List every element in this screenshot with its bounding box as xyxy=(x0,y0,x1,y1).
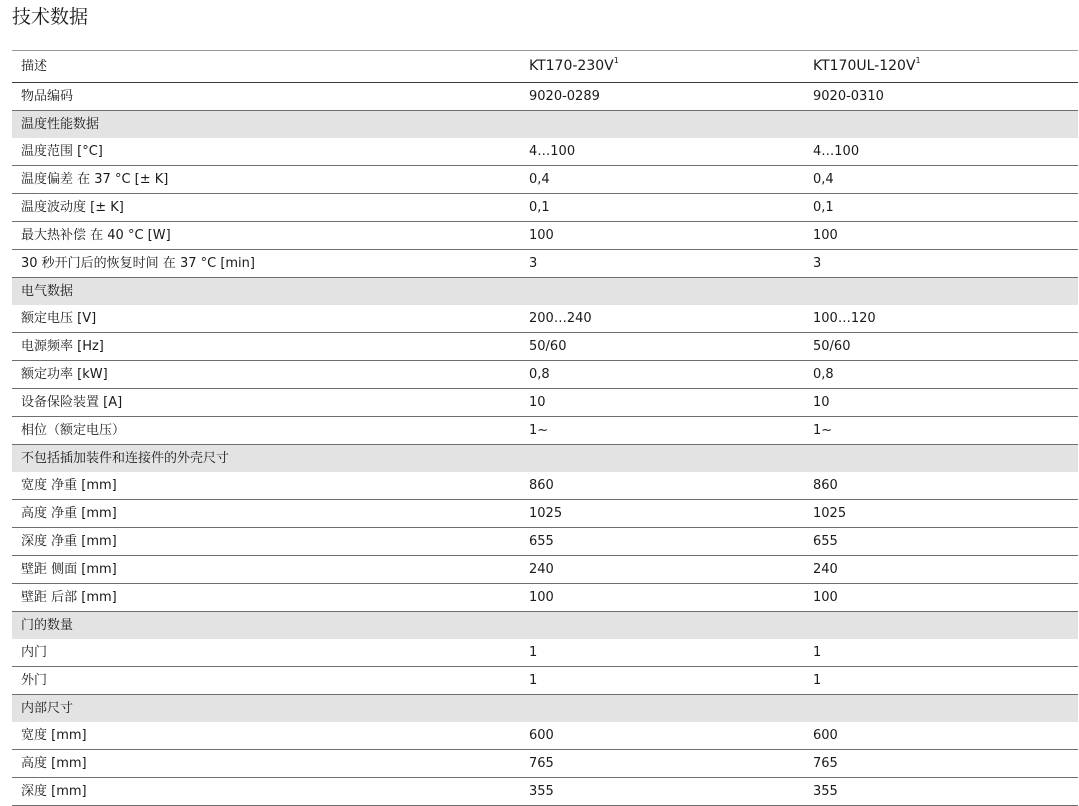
section-header-row xyxy=(12,111,1078,139)
row-label: 电源频率 [Hz] xyxy=(12,333,520,361)
row-label: 深度 [mm] xyxy=(12,778,520,806)
row-value-model-1: 765 xyxy=(520,750,804,778)
section-filler-cell xyxy=(804,445,1078,473)
section-header-row xyxy=(12,278,1078,306)
section-filler-cell xyxy=(804,111,1078,139)
section-title: 电气数据 xyxy=(12,278,520,306)
row-value-model-1: 1 xyxy=(520,639,804,667)
table-row xyxy=(12,138,1078,166)
row-value-model-2: 1 xyxy=(804,639,1078,667)
section-title: 温度性能数据 xyxy=(12,111,520,139)
row-value-model-1: 3 xyxy=(520,250,804,278)
row-label: 相位（额定电压） xyxy=(12,417,520,445)
spec-table xyxy=(12,50,1078,806)
row-label: 壁距 后部 [mm] xyxy=(12,584,520,612)
row-label: 设备保险装置 [A] xyxy=(12,389,520,417)
row-value-model-1: 355 xyxy=(520,778,804,806)
footnote-marker: 1 xyxy=(613,56,619,66)
row-value-model-2: 240 xyxy=(804,556,1078,584)
section-title: 门的数量 xyxy=(12,612,520,640)
table-row xyxy=(12,500,1078,528)
row-value-model-1: 1 xyxy=(520,667,804,695)
table-row xyxy=(12,417,1078,445)
row-label: 物品编码 xyxy=(12,83,520,111)
row-value-model-2: 1025 xyxy=(804,500,1078,528)
table-header-row xyxy=(12,51,1078,83)
section-title: 不包括插加装件和连接件的外壳尺寸 xyxy=(12,445,520,473)
section-header-row xyxy=(12,445,1078,473)
row-label: 外门 xyxy=(12,667,520,695)
row-value-model-2: 3 xyxy=(804,250,1078,278)
row-value-model-2: 860 xyxy=(804,472,1078,500)
table-row xyxy=(12,83,1078,111)
table-row xyxy=(12,722,1078,750)
row-value-model-2: 100 xyxy=(804,584,1078,612)
row-value-model-1: 200…240 xyxy=(520,305,804,333)
table-row xyxy=(12,305,1078,333)
row-value-model-1: 1~ xyxy=(520,417,804,445)
row-value-model-1: 1025 xyxy=(520,500,804,528)
section-filler-cell xyxy=(520,695,804,723)
row-value-model-2: 50/60 xyxy=(804,333,1078,361)
table-row xyxy=(12,556,1078,584)
row-value-model-2: 4…100 xyxy=(804,138,1078,166)
row-label: 温度偏差 在 37 °C [± K] xyxy=(12,166,520,194)
table-row xyxy=(12,194,1078,222)
table-row xyxy=(12,472,1078,500)
row-value-model-1: 240 xyxy=(520,556,804,584)
row-label: 壁距 侧面 [mm] xyxy=(12,556,520,584)
page-title: 技术数据 xyxy=(12,6,89,28)
model-header-2 xyxy=(804,51,1078,83)
section-filler-cell xyxy=(520,612,804,640)
row-label: 高度 [mm] xyxy=(12,750,520,778)
section-filler-cell xyxy=(520,445,804,473)
table-row xyxy=(12,222,1078,250)
row-value-model-2: 100…120 xyxy=(804,305,1078,333)
model-name: KT170UL-120V xyxy=(813,58,916,74)
row-value-model-1: 0,4 xyxy=(520,166,804,194)
row-value-model-1: 100 xyxy=(520,584,804,612)
row-label: 宽度 净重 [mm] xyxy=(12,472,520,500)
row-label: 额定功率 [kW] xyxy=(12,361,520,389)
row-label: 最大热补偿 在 40 °C [W] xyxy=(12,222,520,250)
section-header-row xyxy=(12,612,1078,640)
row-value-model-2: 765 xyxy=(804,750,1078,778)
row-label: 额定电压 [V] xyxy=(12,305,520,333)
model-name: KT170-230V xyxy=(529,58,614,74)
table-row xyxy=(12,750,1078,778)
row-value-model-1: 600 xyxy=(520,722,804,750)
row-value-model-1: 655 xyxy=(520,528,804,556)
row-value-model-1: 0,1 xyxy=(520,194,804,222)
row-value-model-2: 355 xyxy=(804,778,1078,806)
row-value-model-1: 10 xyxy=(520,389,804,417)
model-header-1 xyxy=(520,51,804,83)
section-header-row xyxy=(12,695,1078,723)
section-filler-cell xyxy=(520,278,804,306)
table-row xyxy=(12,667,1078,695)
row-label: 深度 净重 [mm] xyxy=(12,528,520,556)
table-row xyxy=(12,389,1078,417)
table-row xyxy=(12,639,1078,667)
footnote-marker: 1 xyxy=(915,56,921,66)
table-row xyxy=(12,584,1078,612)
row-label: 30 秒开门后的恢复时间 在 37 °C [min] xyxy=(12,250,520,278)
row-value-model-2: 9020-0310 xyxy=(804,83,1078,111)
row-value-model-2: 10 xyxy=(804,389,1078,417)
spec-table-body xyxy=(12,51,1078,806)
row-label: 内门 xyxy=(12,639,520,667)
section-filler-cell xyxy=(804,695,1078,723)
table-row xyxy=(12,333,1078,361)
table-row xyxy=(12,166,1078,194)
row-label: 温度波动度 [± K] xyxy=(12,194,520,222)
row-value-model-2: 655 xyxy=(804,528,1078,556)
description-header: 描述 xyxy=(12,51,520,83)
row-value-model-2: 100 xyxy=(804,222,1078,250)
row-value-model-1: 100 xyxy=(520,222,804,250)
row-value-model-1: 860 xyxy=(520,472,804,500)
row-value-model-2: 0,1 xyxy=(804,194,1078,222)
section-title: 内部尺寸 xyxy=(12,695,520,723)
row-value-model-2: 1~ xyxy=(804,417,1078,445)
row-value-model-2: 0,8 xyxy=(804,361,1078,389)
row-value-model-2: 600 xyxy=(804,722,1078,750)
table-row xyxy=(12,778,1078,806)
table-row xyxy=(12,250,1078,278)
section-filler-cell xyxy=(804,278,1078,306)
section-filler-cell xyxy=(804,612,1078,640)
row-label: 高度 净重 [mm] xyxy=(12,500,520,528)
section-filler-cell xyxy=(520,111,804,139)
row-label: 温度范围 [°C] xyxy=(12,138,520,166)
row-value-model-1: 50/60 xyxy=(520,333,804,361)
row-value-model-2: 0,4 xyxy=(804,166,1078,194)
row-value-model-1: 9020-0289 xyxy=(520,83,804,111)
table-row xyxy=(12,528,1078,556)
row-value-model-1: 4…100 xyxy=(520,138,804,166)
row-value-model-2: 1 xyxy=(804,667,1078,695)
row-label: 宽度 [mm] xyxy=(12,722,520,750)
row-value-model-1: 0,8 xyxy=(520,361,804,389)
table-row xyxy=(12,361,1078,389)
